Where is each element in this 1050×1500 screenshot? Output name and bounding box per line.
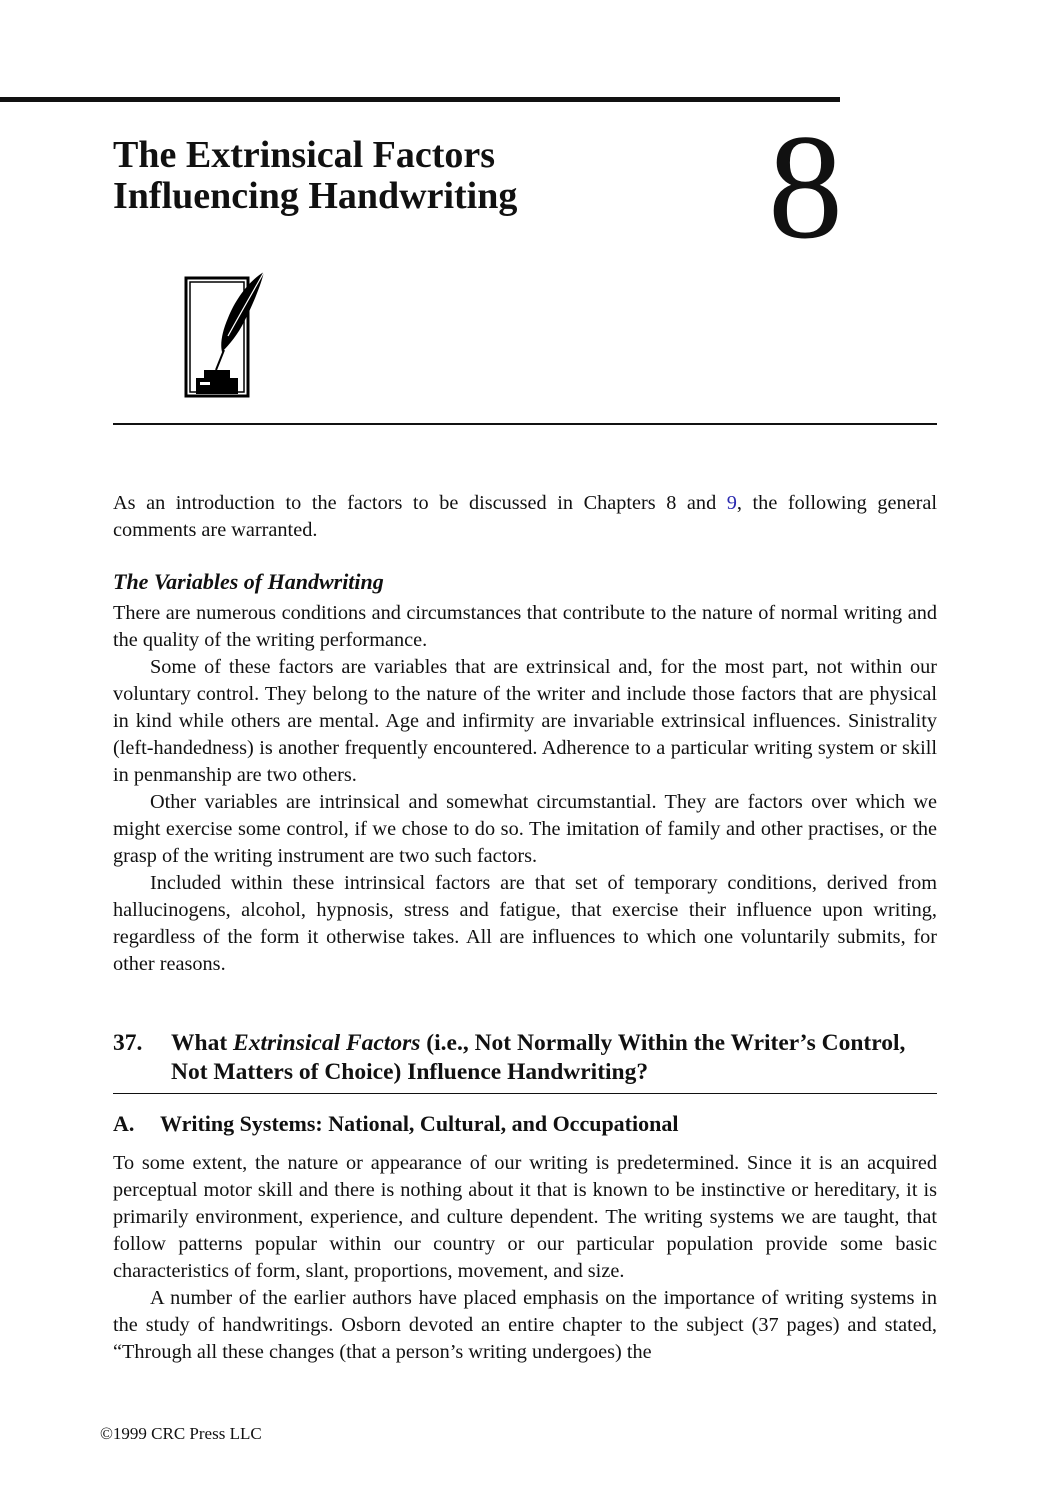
variables-paragraph-1: There are numerous conditions and circumstances that contribute to the nature of normal writing and the quality of the writing performance. [113,602,937,651]
section-heading-before: What [171,1030,234,1056]
intro-text-after: , the following general comments are warranted. [113,492,937,541]
copyright-footer: ©1999 CRC Press LLC [100,1424,262,1443]
variables-paragraph-3: Other variables are intrinsical and somewhat circumstantial. They are factors over which we might exercise some control, if we chose to do so. The imitation of family and other practises, or the grasp of the writing instrument are two such factors. [113,791,937,867]
chapter-title-line-1: The Extrinsical Factors [113,134,496,176]
variables-paragraph-2: Some of these factors are variables that are extrinsical and, for the most part, not within our voluntary control. They belong to the nature of the writer and include those factors that are physical in kind while others are mental. Age and infirmity are invariable extrinsical influences. Sinistrality (left-handedness) is another frequently encountered. Adherence to a particular writing system or skill in penmanship are two others. [113,656,937,786]
subsection-a-heading [113,1110,937,1138]
subsection-label: A. [113,1111,135,1136]
intro-text-before: As an introduction to the factors to be discussed in Chapters 8 and [113,492,727,514]
section-heading-text [171,1029,937,1087]
chapter-title [113,135,713,217]
chapter-title-line-2: Influencing Handwriting [113,175,518,217]
variables-paragraph-4: Included within these intrinsical factors are that set of temporary conditions, derived from hallucinogens, alcohol, hypnosis, stress and fatigue, that exercise their influence upon writing, regardless of the form it otherwise takes. All are influences to which one voluntarily submits, for other reasons. [113,872,937,975]
subsection-title: Writing Systems: National, Cultural, and Occupational [160,1111,679,1136]
chapter-9-link[interactable]: 9 [726,492,737,514]
header-divider [113,423,937,425]
writing-systems-paragraph-2: A number of the earlier authors have placed emphasis on the importance of writing systems in the study of handwritings. Osborn devoted an entire chapter to the subject (37 pages) and stated, “Through all these changes (that a person’s writing undergoes) the [113,1287,937,1363]
section-37-heading [113,1029,937,1087]
section-heading-italic: Extrinsical Factors [233,1030,421,1056]
chapter-number: 8 [768,104,843,270]
variables-heading: The Variables of Handwriting [113,569,384,594]
section-number: 37. [113,1030,143,1056]
section-heading-after: (i.e., Not Normally Within the Writer’s Control, Not Matters of Choice) Influence Handwriting? [171,1030,906,1085]
intro-paragraph [113,490,937,544]
section-divider [113,1093,937,1094]
writing-systems-paragraph-1: To some extent, the nature or appearance of our writing is predetermined. Since it is an acquired perceptual motor skill and there is nothing about it that is known to be instinctive or hereditary, it is primarily environment, experience, and culture dependent. The writing systems we are taught, that follow patterns popular within our country or our particular population provide some basic characteristics of form, slant, proportions, movement, and size. [113,1152,937,1282]
quill-and-inkwell-icon [180,270,270,402]
top-rule [0,97,840,102]
